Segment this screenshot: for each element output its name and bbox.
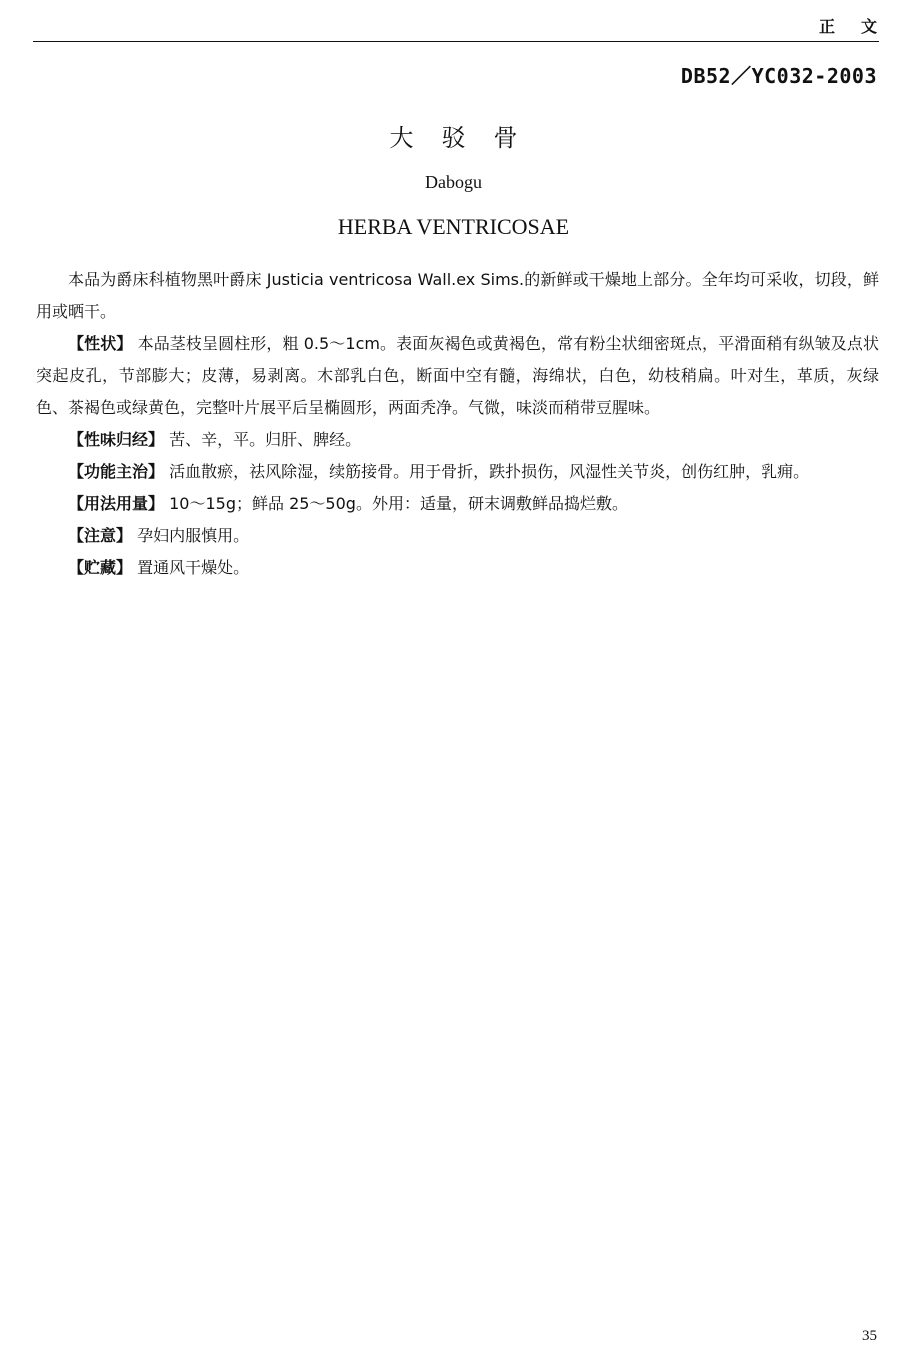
section-label-dosage: 【用法用量】 (68, 494, 165, 513)
section-text-caution: 孕妇内服慎用。 (132, 526, 250, 545)
section-text-storage: 置通风干燥处。 (132, 558, 250, 577)
section-label: 正文 (818, 17, 903, 36)
title-latin: HERBA VENTRICOSAE (337, 214, 570, 239)
section-dosage (36, 488, 879, 520)
section-text-dosage: 10～15g；鲜品 25～50g。外用：适量，研末调敷鲜品捣烂敷。 (164, 494, 628, 513)
section-label-functions: 【功能主治】 (68, 462, 165, 481)
header-divider (33, 41, 879, 42)
section-label-description: 【性状】 (68, 334, 133, 353)
page-number: 35 (862, 1328, 877, 1344)
standard-number: DB52／YC032-2003 (680, 64, 877, 88)
title-chinese: 大驳骨 (389, 124, 546, 152)
section-storage (36, 552, 879, 584)
section-label-storage: 【贮藏】 (68, 558, 133, 577)
title-pinyin: Dabogu (425, 172, 482, 192)
section-text-nature-meridian: 苦、辛，平。归肝、脾经。 (164, 430, 362, 449)
section-caution (36, 520, 879, 552)
section-label-nature-meridian: 【性味归经】 (68, 430, 165, 449)
section-description (36, 328, 879, 424)
section-text-description: 本品茎枝呈圆柱形，粗 0.5～1cm。表面灰褐色或黄褐色，常有粉尘状细密斑点，平滑面稍有纵皱及点状突起皮孔，节部膨大；皮薄，易剥离。木部乳白色，断面中空有髓，海绵状，白色，幼枝稍扁。叶对生，革质，灰绿色、茶褐色或绿黄色，完整叶片展平后呈椭圆形，两面秃净。气微，味淡而稍带豆腥味。 (36, 334, 879, 417)
section-label-caution: 【注意】 (68, 526, 133, 545)
intro-paragraph: 本品为爵床科植物黑叶爵床 Justicia ventricosa Wall.ex Sims.的新鲜或干燥地上部分。全年均可采收，切段，鲜用或晒干。 (36, 270, 879, 321)
monograph-body (36, 264, 879, 584)
section-text-functions: 活血散瘀，祛风除湿，续筋接骨。用于骨折，跌扑损伤，风湿性关节炎，创伤红肿，乳痈。 (164, 462, 810, 481)
section-nature-meridian (36, 424, 879, 456)
section-functions (36, 456, 879, 488)
